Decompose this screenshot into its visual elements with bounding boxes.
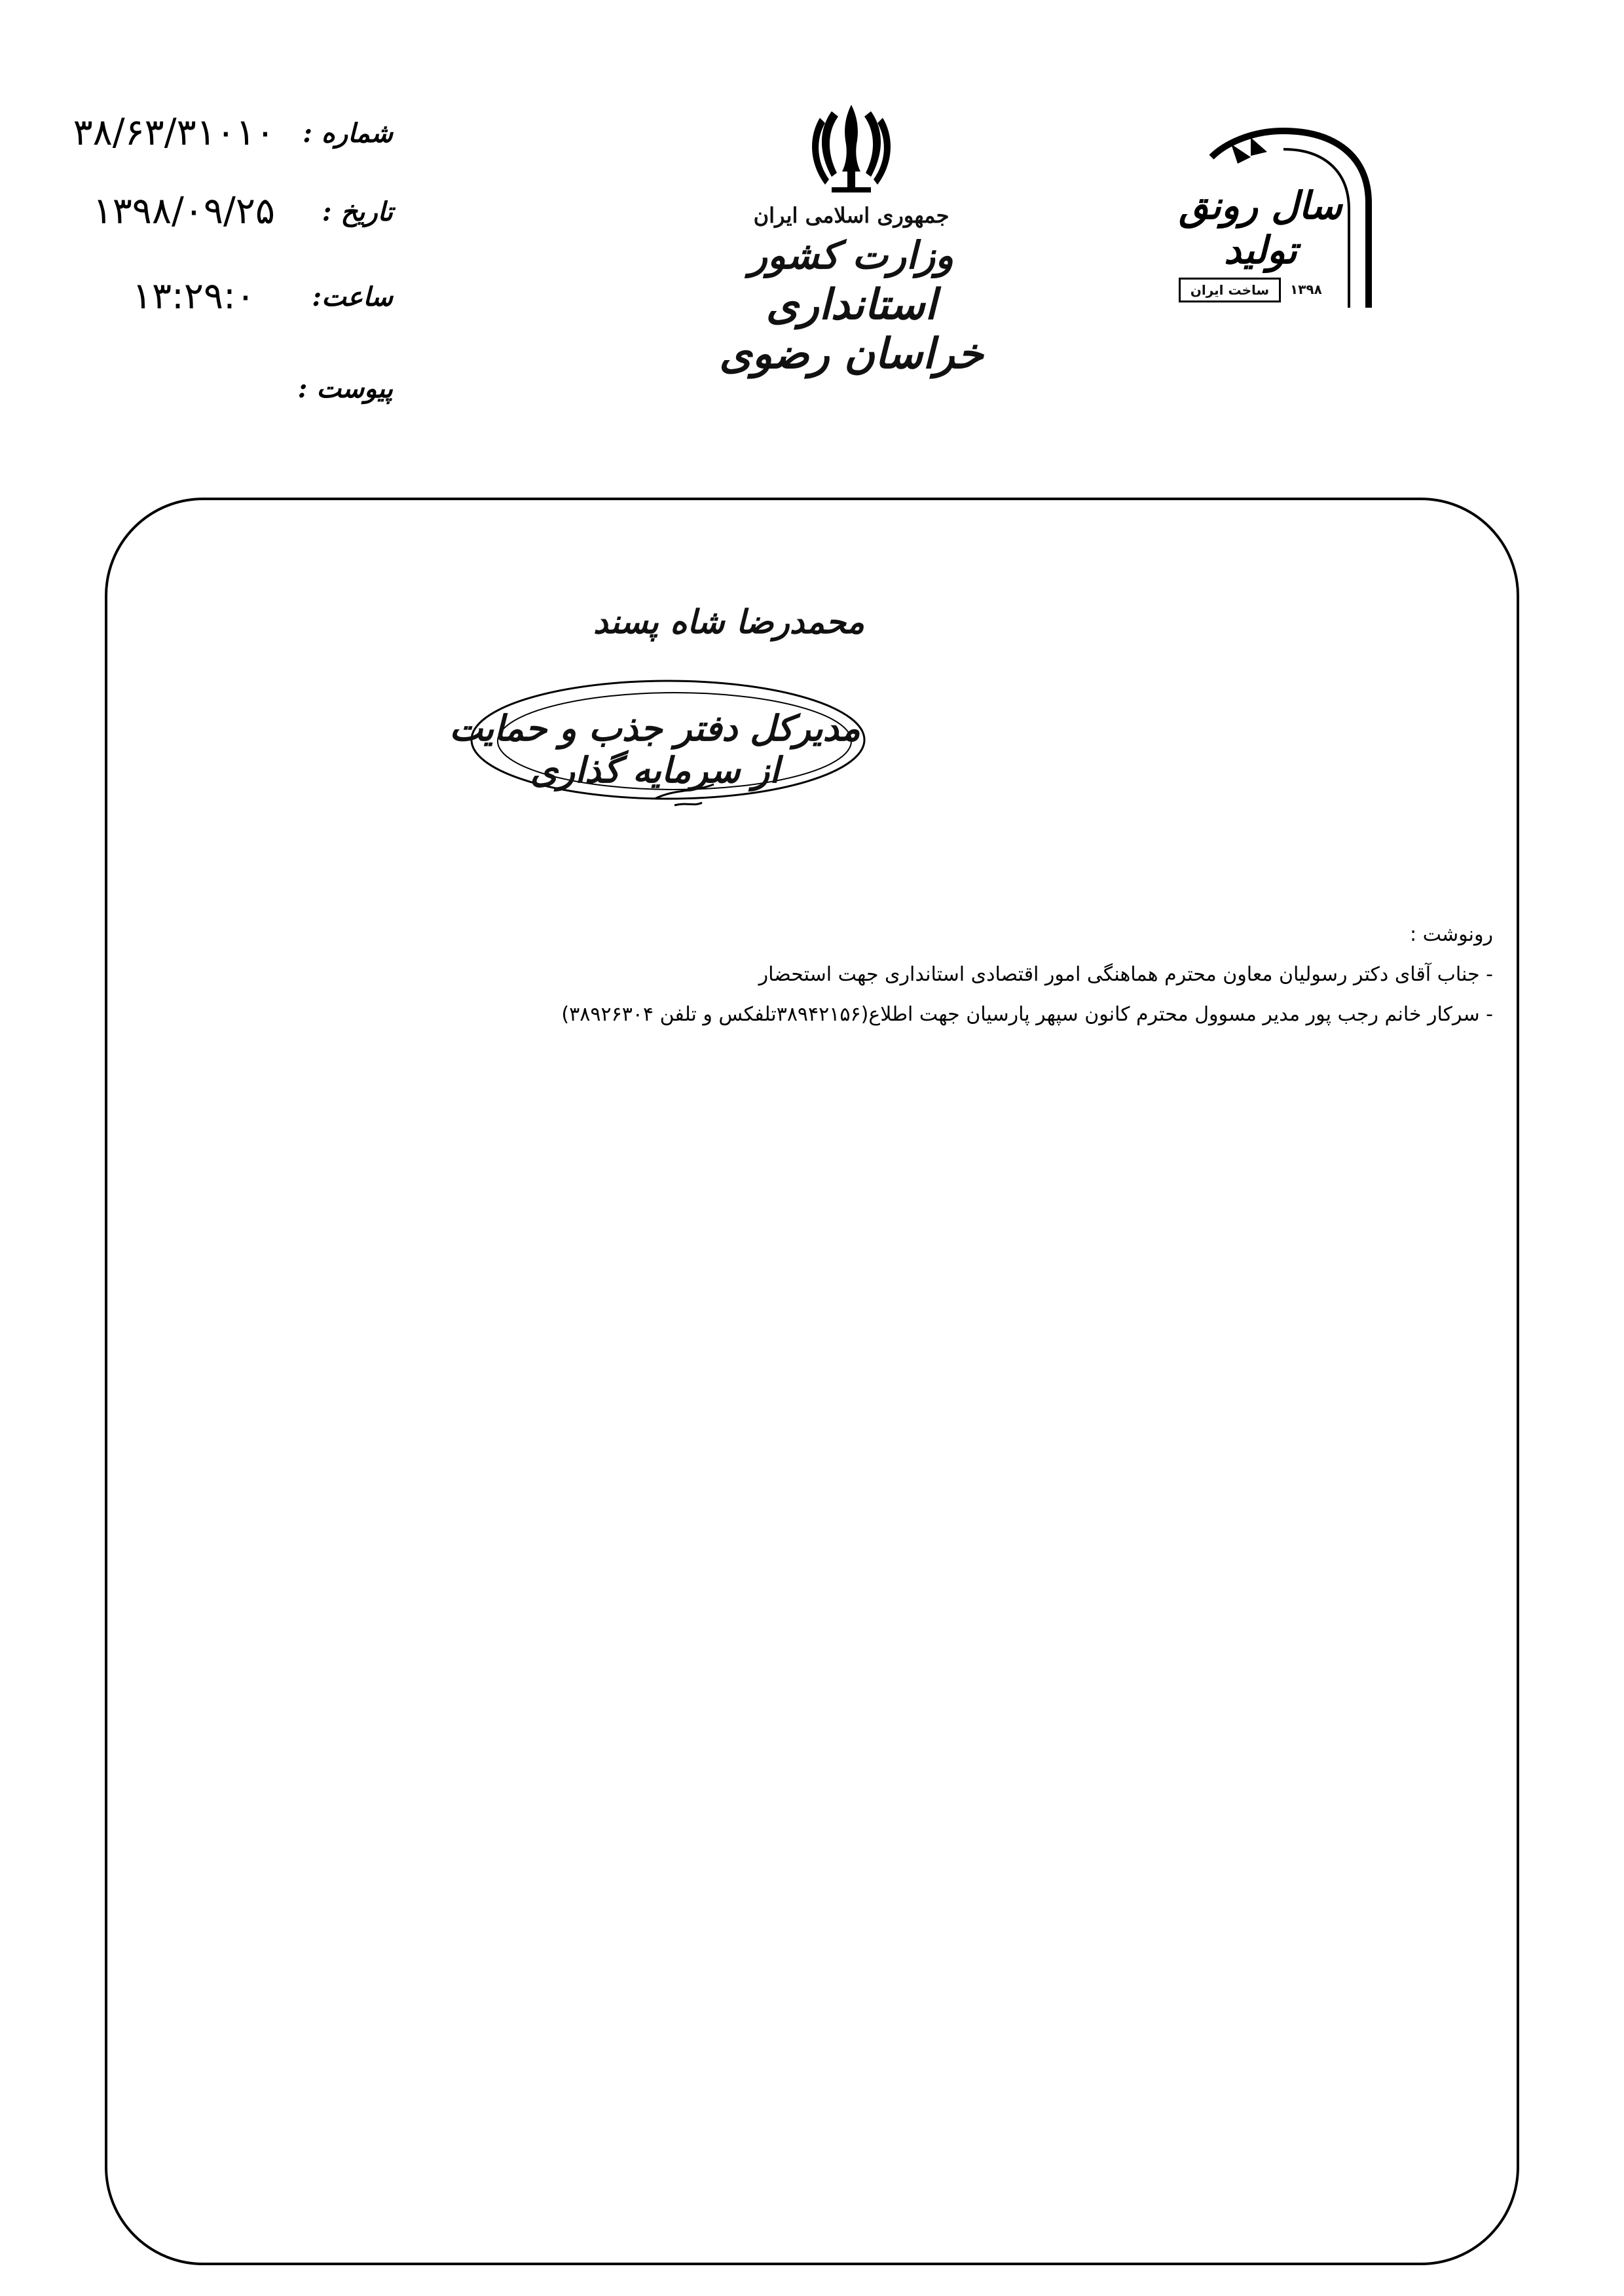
cc-section	[458, 923, 1493, 1043]
letter-time-value: ۱۳:۲۹:۰	[132, 275, 255, 318]
letterhead-ministry: وزارت کشور	[748, 233, 954, 278]
letter-date-label: تاریخ :	[322, 196, 393, 227]
letterhead-governorate: استانداری خراسان رضوی	[719, 280, 984, 378]
letter-number-value: ۳۸/۶۳/۳۱۰۱۰	[73, 111, 275, 154]
letter-time-row	[52, 275, 393, 334]
letter-attachment-row	[52, 367, 393, 426]
letterhead	[707, 98, 995, 386]
slogan-text: سال رونق تولید	[1179, 183, 1342, 272]
cc-title: رونوشت :	[1409, 923, 1493, 946]
letter-date-value: ۱۳۹۸/۰۹/۲۵	[92, 190, 275, 232]
iran-emblem-icon	[805, 98, 897, 196]
slogan-year: ۱۳۹۸	[1290, 282, 1322, 297]
letterhead-republic: جمهوری اسلامی ایران	[753, 203, 950, 228]
letter-date-row	[52, 190, 393, 249]
slogan-badge: ساخت ایران	[1179, 278, 1281, 302]
cc-line: - جناب آقای دکتر رسولیان معاون محترم هماهنگی امور اقتصادی استانداری جهت استحضار	[758, 963, 1493, 986]
letter-attachment-label: پیوست :	[297, 373, 393, 404]
signatory-name: محمدرضا شاه پسند	[593, 602, 864, 641]
letter-time-label: ساعت:	[312, 282, 393, 312]
letter-number-row	[52, 111, 393, 170]
slogan-logo	[1153, 118, 1388, 314]
cc-line: - سرکار خانم رجب پور مدیر مسوول محترم کانون سپهر پارسیان جهت اطلاع(۳۸۹۴۲۱۵۶تلفکس و تلفن ۳۸۹۲۶۳۰۴)	[561, 1003, 1493, 1026]
letter-number-label: شماره :	[303, 118, 393, 149]
signatory-title: مدیرکل دفتر جذب و حمایت از سرمایه گذاری	[449, 707, 860, 791]
